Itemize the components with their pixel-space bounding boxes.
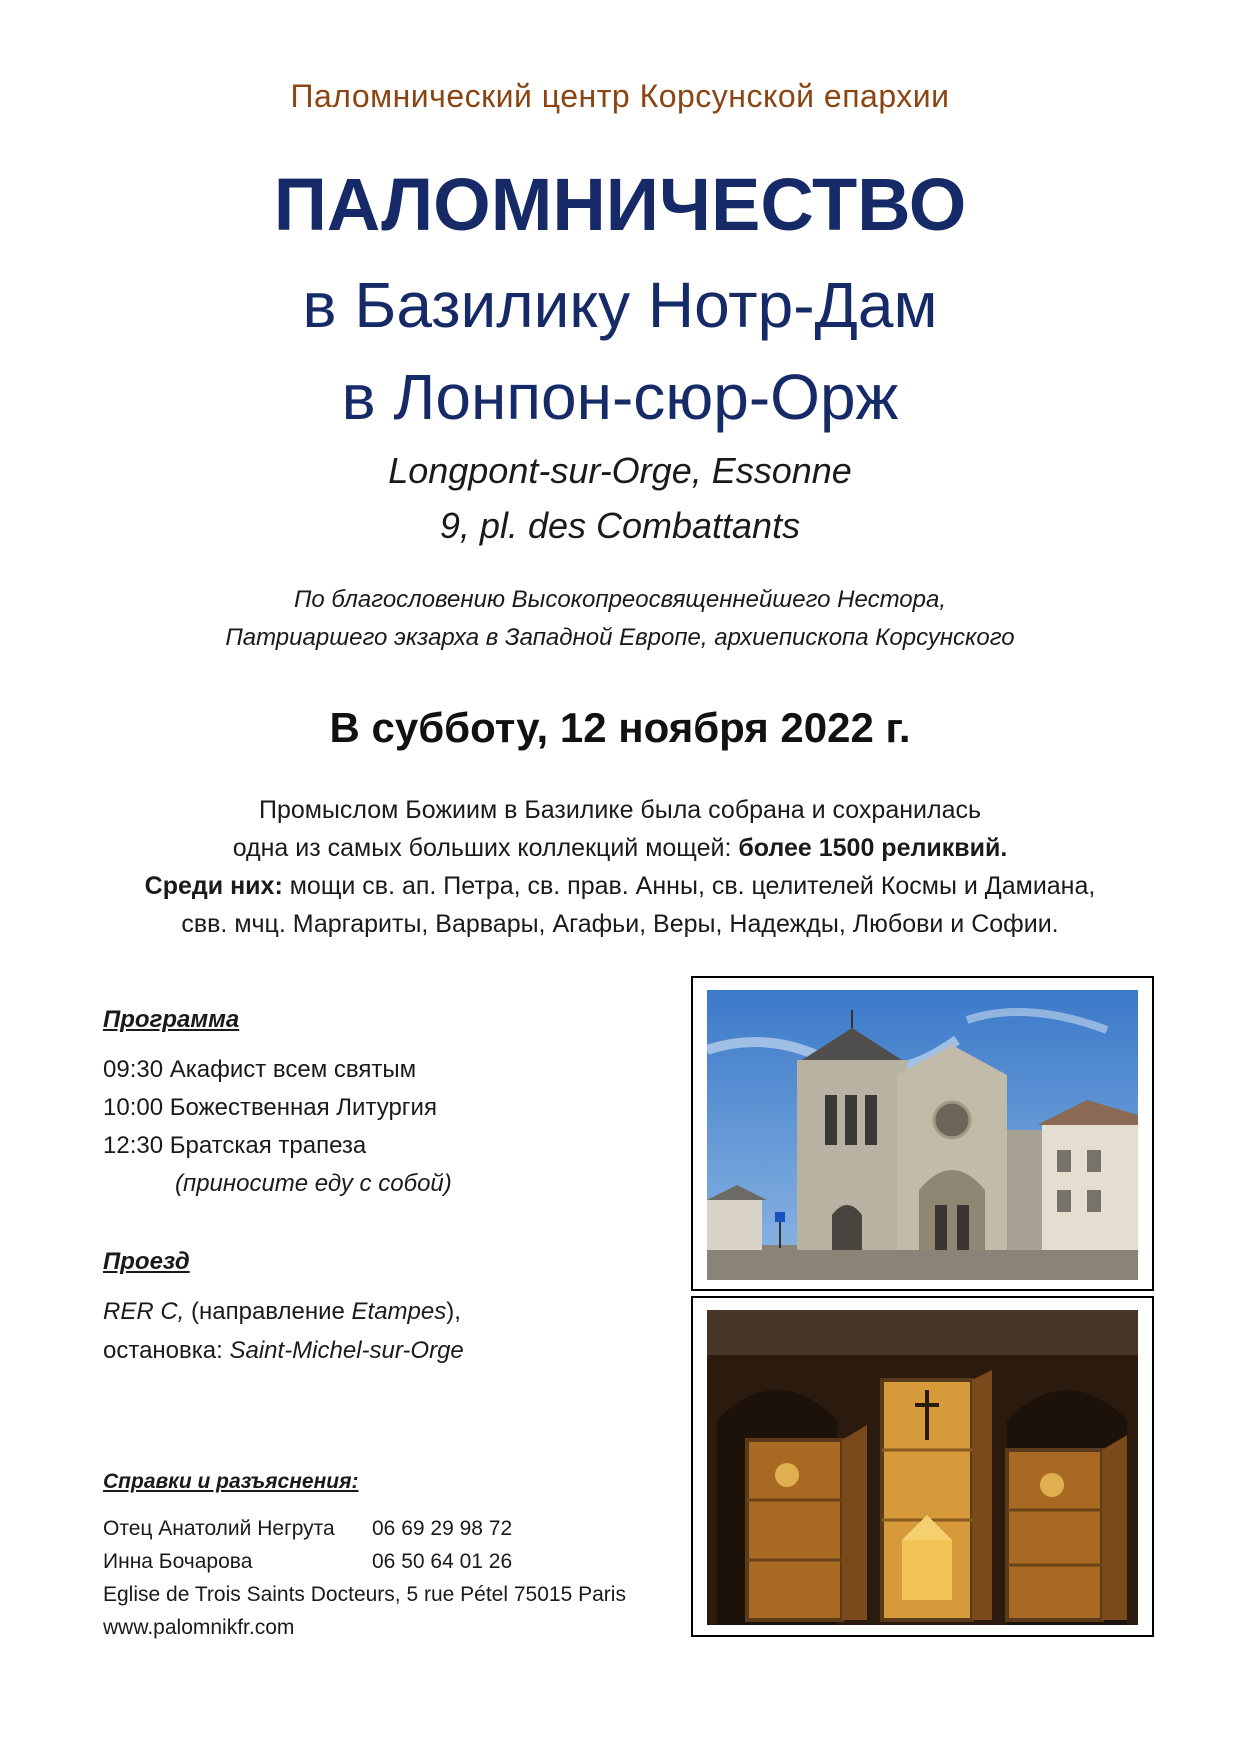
contact-name: Инна Бочарова <box>103 1550 253 1573</box>
website-link[interactable]: www.palomnikfr.com <box>103 1616 295 1639</box>
organization-name: Паломнический центр Корсунской епархии <box>290 78 950 114</box>
description-line-3 <box>0 872 1240 901</box>
description-text: одна из самых больших коллекций мощей: <box>232 834 739 862</box>
contact-phone: 06 50 64 01 26 <box>372 1550 513 1573</box>
program-item: 12:30 Братская трапеза <box>103 1132 367 1159</box>
contact-address: Eglise de Trois Saints Docteurs, 5 rue Pétel 75015 Paris <box>103 1583 626 1606</box>
relics-count: более 1500 реликвий. <box>738 834 1008 862</box>
program-note: (приносите еду с собой) <box>175 1170 452 1197</box>
train-line: RER C, <box>103 1298 185 1325</box>
basilica-exterior-photo <box>707 990 1138 1280</box>
description-line-4: свв. мчц. Маргариты, Варвары, Агафьи, Веры, Надежды, Любови и Софии. <box>181 910 1059 938</box>
page-title: ПАЛОМНИЧЕСТВО <box>273 163 967 246</box>
location-line-2: 9, pl. des Combattants <box>439 505 801 546</box>
travel-text: остановка: <box>103 1337 230 1364</box>
description-line-1: Промыслом Божиим в Базилике была собрана и сохранилась <box>258 796 982 824</box>
program-item: 09:30 Акафист всем святым <box>103 1056 417 1083</box>
reliquary-interior-photo <box>707 1310 1138 1625</box>
travel-heading: Проезд <box>103 1248 190 1275</box>
description-text: мощи св. ап. Петра, св. прав. Анны, св. целителей Космы и Дамиана, <box>282 872 1096 900</box>
contacts-heading: Справки и разъяснения: <box>103 1470 359 1493</box>
event-date: В субботу, 12 ноября 2022 г. <box>329 704 911 751</box>
location-line-1: Longpont-sur-Orge, Essonne <box>388 450 852 491</box>
program-item: 10:00 Божественная Литургия <box>103 1094 437 1121</box>
contact-name: Отец Анатолий Негрута <box>103 1517 335 1540</box>
description-line-2 <box>0 834 1240 863</box>
title-line-2: в Базилику Нотр-Дам <box>302 269 938 341</box>
basilica-photo-frame <box>691 976 1154 1291</box>
reliquary-photo-frame <box>691 1296 1154 1637</box>
travel-line-2 <box>103 1337 464 1365</box>
travel-line-1 <box>103 1298 461 1326</box>
station-name: Saint-Michel-sur-Orge <box>229 1337 464 1364</box>
title-line-3: в Лонпон-сюр-Орж <box>341 361 899 433</box>
travel-text: ), <box>446 1298 461 1325</box>
program-heading: Программа <box>103 1006 240 1033</box>
direction: Etampes <box>351 1298 447 1325</box>
among-them-label: Среди них: <box>144 872 283 900</box>
blessing-line-2: Патриаршего экзарха в Западной Европе, архиепископа Корсунского <box>225 624 1015 651</box>
blessing-line-1: По благословению Высокопреосвященнейшего Нестора, <box>293 586 947 613</box>
contact-phone: 06 69 29 98 72 <box>372 1517 513 1540</box>
travel-text: (направление <box>184 1298 352 1325</box>
